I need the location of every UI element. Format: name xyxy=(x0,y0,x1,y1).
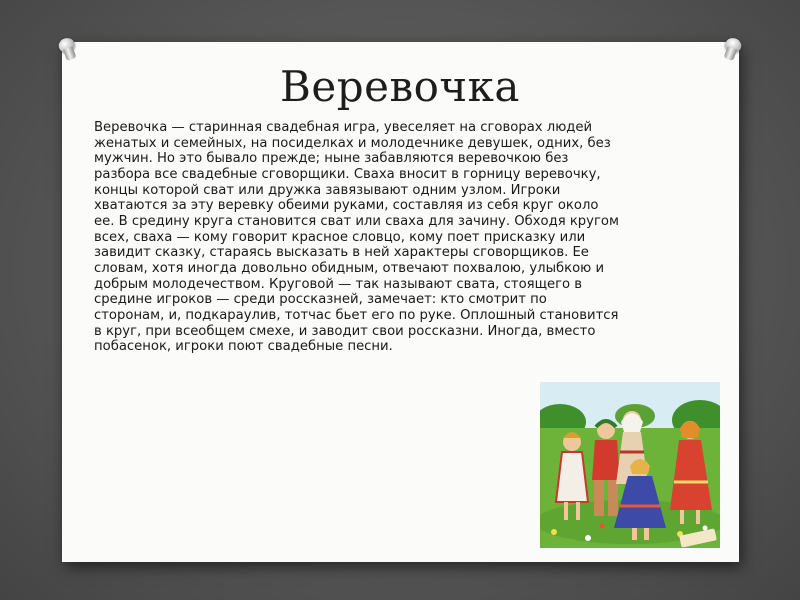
round-dance-drawing xyxy=(540,382,720,548)
slide-body-text: Веревочка — старинная свадебная игра, увеселяет на сговорах людей женатых и семейных, на посиделках и молодечнике девушек, одних, без мужчин. Но это бывало прежде; ныне забавляются веревочкою без разбора все свадебные сговорщики. Сваха вносит в горницу веревочку, концы которой сват или дружка завязывают одним узлом. Игроки хватаются за эту веревку обеими руками, составляя из себя круг около ее. В средину круга становится сват или сваха для зачину. Обходя кругом всех, сваха — кому говорит красное словцо, кому поет присказку или завидит сказку, стараясь высказать в ней характеры сговорщиков. Ее словам, хотя иногда довольно обидным, отвечают похвалою, улыбкою и добрым молодечеством. Круговой — так называют свата, стоящего в средине игроков — среди россказней, замечает: кто смотрит по сторонам, и, подкараулив, тотчас бьет его по руке. Оплошный становится в круг, при всеобщем смехе, и заводит свои россказни. Иногда, вместо побасенок, игроки поют свадебные песни. xyxy=(94,120,619,355)
round-dance-illustration xyxy=(540,382,720,548)
slide-title: Веревочка xyxy=(280,62,520,111)
pushpin-icon xyxy=(721,36,744,62)
